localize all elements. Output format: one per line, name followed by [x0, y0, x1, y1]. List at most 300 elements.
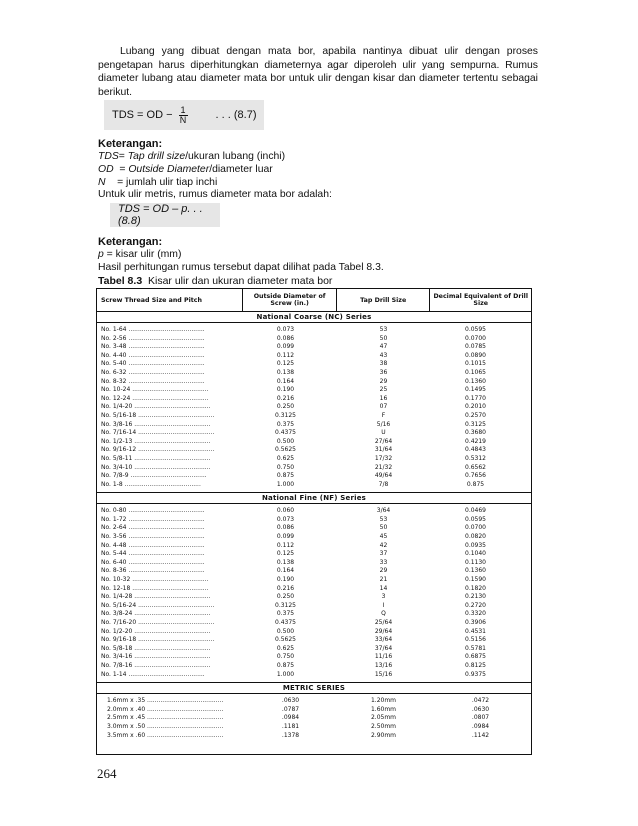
cell-tap-drill: 25 — [379, 386, 388, 394]
cell-tap-drill: 53 — [379, 326, 388, 333]
page-number: 264 — [97, 766, 117, 781]
cell-outside-diameter: 0.164 — [276, 377, 295, 385]
leader-dots: ........................................ — [130, 584, 209, 592]
fraction-numerator: 1 — [180, 104, 186, 115]
intro-paragraph — [98, 45, 538, 99]
cell-thread-size: No. 7/16-14 ........................................ — [101, 429, 215, 437]
section-metric — [97, 694, 531, 743]
leader-dots: ........................................ — [145, 714, 224, 722]
cell-thread-size: No. 2-56 ........................................ — [101, 334, 205, 342]
cell-thread-size: No. 1/2-13 ........................................ — [101, 437, 211, 445]
table-row — [97, 636, 531, 645]
table-row — [97, 395, 531, 404]
cell-outside-diameter: .0630 — [281, 697, 300, 705]
cell-tap-drill: Q — [381, 610, 386, 618]
cell-tap-drill: 21/32 — [374, 463, 393, 471]
cell-outside-diameter: 0.138 — [276, 558, 295, 566]
table-caption — [98, 275, 332, 287]
eq-sign: = — [118, 151, 128, 162]
cell-tap-drill: 37/64 — [374, 644, 393, 652]
sym-tds: TDS — [98, 151, 119, 162]
leader-dots: ........................................ — [132, 403, 211, 411]
cell-thread-size: No. 6-32 ........................................ — [101, 368, 205, 376]
table-row — [97, 343, 531, 352]
cell-decimal-equivalent: 0.7656 — [465, 472, 486, 480]
leader-dots: ........................................ — [132, 454, 211, 462]
leader-dots: ........................................ — [126, 670, 205, 678]
fraction-denominator: N — [179, 114, 187, 125]
table-row — [97, 455, 531, 464]
cell-thread-size: No. 5/8-18 ........................................ — [101, 644, 211, 652]
sym-n: N — [98, 177, 106, 188]
table-row — [97, 653, 531, 662]
cell-tap-drill: 3 — [381, 593, 386, 601]
cell-outside-diameter: 0.5625 — [275, 446, 296, 454]
sym-p: p — [98, 249, 104, 260]
cell-outside-diameter: .0787 — [281, 705, 300, 713]
ket1-line-od — [98, 164, 273, 176]
cell-decimal-equivalent: 0.4219 — [465, 437, 486, 445]
leader-dots: ........................................ — [130, 386, 209, 394]
n-desc: = jumlah ulir tiap inchi — [105, 177, 218, 188]
cell-decimal-equivalent: 0.5312 — [465, 454, 486, 462]
leader-dots: ........................................ — [132, 627, 211, 635]
cell-outside-diameter: 0.073 — [276, 515, 295, 523]
leader-dots: ........................................ — [122, 480, 201, 488]
cell-thread-size: No. 7/8-9 ........................................ — [101, 472, 207, 480]
cell-tap-drill: 1.60mm — [370, 705, 397, 713]
table-row — [97, 446, 531, 455]
cell-thread-size: No. 9/16-18 ........................................ — [101, 636, 215, 644]
table-row — [97, 585, 531, 594]
cell-thread-size: 3.5mm x .60 ........................................ — [107, 731, 224, 739]
cell-outside-diameter: 0.375 — [276, 610, 295, 618]
cell-tap-drill: 45 — [379, 533, 388, 541]
cell-thread-size: No. 6-40 ........................................ — [101, 558, 205, 566]
cell-thread-size: No. 5-44 ........................................ — [101, 550, 205, 558]
leader-dots: ........................................ — [132, 420, 211, 428]
cell-outside-diameter: 1.000 — [276, 480, 295, 488]
cell-decimal-equivalent: 0.6875 — [465, 653, 486, 661]
od-label: Outside Diameter — [128, 164, 210, 175]
table-row — [97, 550, 531, 559]
cell-thread-size: No. 4-40 ........................................ — [101, 351, 205, 359]
table-row — [97, 671, 531, 680]
cell-decimal-equivalent: 0.0595 — [465, 326, 486, 333]
leader-dots: ........................................ — [136, 429, 215, 437]
leader-dots: ........................................ — [132, 653, 211, 661]
cell-outside-diameter: 0.112 — [276, 541, 295, 549]
section-title-nf: National Fine (NF) Series — [97, 493, 531, 504]
cell-decimal-equivalent: .0630 — [471, 705, 490, 713]
cell-tap-drill: 49/64 — [374, 472, 393, 480]
cell-decimal-equivalent: 0.2130 — [465, 593, 486, 601]
cell-outside-diameter: 0.625 — [276, 644, 295, 652]
eq-sign: = — [113, 164, 129, 175]
cell-thread-size: No. 9/16-12 ........................................ — [101, 446, 215, 454]
table-row — [97, 369, 531, 378]
formula-8-7 — [104, 100, 264, 130]
cell-thread-size: No. 3-56 ........................................ — [101, 533, 205, 541]
cell-outside-diameter: 0.4375 — [275, 619, 296, 626]
table-row — [97, 542, 531, 551]
cell-tap-drill: 16 — [379, 394, 388, 402]
leader-dots: ........................................ — [132, 644, 211, 652]
header-tap-drill: Tap Drill Size — [337, 289, 431, 311]
leader-dots: ........................................ — [126, 351, 205, 359]
leader-dots: ........................................ — [126, 567, 205, 575]
cell-thread-size: 2.5mm x .45 ........................................ — [107, 714, 224, 722]
cell-thread-size: No. 1-14 ........................................ — [101, 670, 205, 678]
header-decimal-equivalent: Decimal Equivalent of Drill Size — [433, 293, 528, 307]
leader-dots: ........................................ — [126, 377, 205, 385]
cell-decimal-equivalent: 0.8125 — [465, 661, 486, 669]
table-row — [97, 360, 531, 369]
cell-decimal-equivalent: 0.4843 — [465, 446, 486, 454]
cell-thread-size: No. 5/16-18 ........................................ — [101, 411, 215, 419]
leader-dots: ........................................ — [136, 411, 215, 419]
cell-outside-diameter: 0.099 — [276, 343, 295, 351]
formula-ref: . . . (8.7) — [215, 109, 257, 121]
cell-decimal-equivalent: 0.2570 — [465, 411, 486, 419]
table-row — [97, 335, 531, 344]
cell-tap-drill: F — [381, 411, 386, 419]
table-row — [97, 524, 531, 533]
leader-dots: ........................................ — [126, 343, 205, 351]
header-outside-diameter: Outside Diameter of Screw (in.) — [243, 289, 337, 311]
formula2-text: TDS = OD – p. . . (8.8) — [118, 203, 203, 227]
header-thread-size: Screw Thread Size and Pitch — [97, 289, 243, 311]
leader-dots: ........................................ — [136, 619, 215, 626]
cell-decimal-equivalent: 0.3906 — [465, 619, 486, 626]
cell-thread-size: No. 5-40 ........................................ — [101, 360, 205, 368]
cell-outside-diameter: 0.625 — [276, 454, 295, 462]
leader-dots: ........................................ — [130, 576, 209, 584]
cell-tap-drill: 47 — [379, 343, 388, 351]
formula-8-8 — [110, 203, 220, 227]
cell-thread-size: No. 1-8 ........................................ — [101, 480, 201, 488]
cell-tap-drill: I — [382, 601, 385, 609]
cell-thread-size: No. 7/8-16 ........................................ — [101, 661, 211, 669]
cell-decimal-equivalent: 0.1360 — [465, 377, 486, 385]
leader-dots: ........................................ — [145, 705, 224, 713]
cell-outside-diameter: 0.875 — [276, 661, 295, 669]
cell-outside-diameter: 0.060 — [276, 507, 295, 515]
formula-fraction — [179, 106, 188, 125]
table-row — [97, 645, 531, 654]
cell-tap-drill: 13/16 — [374, 661, 393, 669]
cell-outside-diameter: 0.216 — [276, 584, 295, 592]
section-title-nc: National Coarse (NC) Series — [97, 312, 531, 323]
cell-decimal-equivalent: 0.0785 — [465, 343, 486, 351]
leader-dots: ........................................ — [132, 593, 211, 601]
cell-tap-drill: 11/16 — [374, 653, 393, 661]
cell-tap-drill: 14 — [379, 584, 388, 592]
leader-dots: ........................................ — [132, 610, 211, 618]
cell-decimal-equivalent: .0472 — [471, 697, 490, 705]
cell-thread-size: No. 8-32 ........................................ — [101, 377, 205, 385]
cell-thread-size: No. 3/4-10 ........................................ — [101, 463, 211, 471]
cell-outside-diameter: 0.125 — [276, 550, 295, 558]
cell-outside-diameter: 0.250 — [276, 403, 295, 411]
table-row — [97, 516, 531, 525]
table-row — [97, 533, 531, 542]
cell-thread-size: No. 10-32 ........................................ — [101, 576, 209, 584]
cell-thread-size: 2.0mm x .40 ........................................ — [107, 705, 224, 713]
cell-thread-size: No. 4-48 ........................................ — [101, 541, 205, 549]
table-row — [97, 403, 531, 412]
cell-outside-diameter: 0.112 — [276, 351, 295, 359]
cell-tap-drill: 17/32 — [374, 454, 393, 462]
cell-tap-drill: 33 — [379, 558, 388, 566]
cell-decimal-equivalent: 0.0935 — [465, 541, 486, 549]
intro-text: Lubang yang dibuat dengan mata bor, apabila nantinya dibuat ulir dengan proses pengetapan harus diperhitungkan diameternya agar diperoleh ulir yang sempurna. Rumus diameter lubang atau diameter mata bor untuk ulir dengan kisar dan diameter tertentu sebagai berikut. — [98, 46, 538, 98]
cell-outside-diameter: 0.190 — [276, 576, 295, 584]
leader-dots: ........................................ — [136, 636, 215, 644]
cell-tap-drill: 2.05mm — [370, 714, 397, 722]
cell-decimal-equivalent: 0.0890 — [465, 351, 486, 359]
cell-decimal-equivalent: 0.2010 — [465, 403, 486, 411]
cell-decimal-equivalent: 0.1130 — [465, 558, 486, 566]
cell-tap-drill: 1.20mm — [370, 697, 397, 705]
cell-outside-diameter: 0.3125 — [275, 601, 296, 609]
table-row — [97, 576, 531, 585]
table-row — [97, 619, 531, 628]
leader-dots: ........................................ — [145, 722, 224, 730]
formula-lhs: TDS = OD − — [112, 109, 173, 121]
cell-outside-diameter: 0.3125 — [275, 411, 296, 419]
cell-decimal-equivalent: 0.1495 — [465, 386, 486, 394]
cell-outside-diameter: 0.216 — [276, 394, 295, 402]
table-row — [97, 714, 531, 723]
od-desc: /diameter luar — [209, 164, 273, 175]
cell-decimal-equivalent: .0807 — [471, 714, 490, 722]
tds-label: Tap drill size — [127, 151, 186, 162]
metric-intro: Untuk ulir metris, rumus diameter mata bor adalah: — [98, 189, 332, 200]
cell-outside-diameter: 0.375 — [276, 420, 295, 428]
table-row — [97, 429, 531, 438]
cell-tap-drill: 42 — [379, 541, 388, 549]
cell-thread-size: No. 12-24 ........................................ — [101, 394, 209, 402]
caption-text: Kisar ulir dan ukuran diameter mata bor — [142, 275, 333, 287]
cell-decimal-equivalent: 0.0700 — [465, 334, 486, 342]
tds-desc: /ukuran lubang (inchi) — [185, 151, 286, 162]
cell-thread-size: No. 10-24 ........................................ — [101, 386, 209, 394]
cell-thread-size: No. 8-36 ........................................ — [101, 567, 205, 575]
table-row — [97, 507, 531, 516]
table-row — [97, 662, 531, 671]
section-nf — [97, 504, 531, 683]
cell-decimal-equivalent: 0.4531 — [465, 627, 486, 635]
ket1-line-n — [98, 177, 217, 189]
leader-dots: ........................................ — [126, 550, 205, 558]
cell-thread-size: 1.6mm x .35 ........................................ — [107, 697, 224, 705]
table-row — [97, 352, 531, 361]
cell-tap-drill: 50 — [379, 334, 388, 342]
cell-decimal-equivalent: 0.0469 — [465, 507, 486, 515]
cell-decimal-equivalent: 0.1820 — [465, 584, 486, 592]
cell-outside-diameter: 1.000 — [276, 670, 295, 678]
table-row — [97, 464, 531, 473]
cell-outside-diameter: 0.086 — [276, 334, 295, 342]
table-row — [97, 628, 531, 637]
cell-decimal-equivalent: 0.5156 — [465, 636, 486, 644]
cell-decimal-equivalent: .1142 — [471, 731, 490, 739]
section-nc — [97, 323, 531, 493]
cell-tap-drill: 37 — [379, 550, 388, 558]
ket1-line-tds — [98, 151, 285, 163]
cell-decimal-equivalent: 0.1770 — [465, 394, 486, 402]
cell-decimal-equivalent: 0.9375 — [465, 670, 486, 678]
cell-tap-drill: 25/64 — [374, 619, 393, 626]
table-row — [97, 567, 531, 576]
cell-outside-diameter: 0.099 — [276, 533, 295, 541]
leader-dots: ........................................ — [126, 326, 205, 333]
table-row — [97, 723, 531, 732]
leader-dots: ........................................ — [145, 697, 224, 705]
cell-decimal-equivalent: 0.3320 — [465, 610, 486, 618]
cell-decimal-equivalent: 0.1065 — [465, 368, 486, 376]
cell-thread-size: No. 12-18 ........................................ — [101, 584, 209, 592]
cell-thread-size: No. 1-64 ........................................ — [101, 326, 205, 333]
cell-thread-size: No. 1/2-20 ........................................ — [101, 627, 211, 635]
leader-dots: ........................................ — [126, 524, 205, 532]
cell-decimal-equivalent: 0.0595 — [465, 515, 486, 523]
cell-tap-drill: 33/64 — [374, 636, 393, 644]
cell-tap-drill: 38 — [379, 360, 388, 368]
cell-decimal-equivalent: 0.5781 — [465, 644, 486, 652]
cell-tap-drill: 7/8 — [378, 480, 389, 488]
cell-decimal-equivalent: 0.0820 — [465, 533, 486, 541]
cell-thread-size: No. 5/8-11 ........................................ — [101, 454, 211, 462]
leader-dots: ........................................ — [132, 661, 211, 669]
cell-thread-size: No. 1/4-20 ........................................ — [101, 403, 211, 411]
cell-tap-drill: 3/64 — [376, 507, 391, 515]
leader-dots: ........................................ — [126, 533, 205, 541]
table-row — [97, 472, 531, 481]
cell-tap-drill: 31/64 — [374, 446, 393, 454]
table-row — [97, 481, 531, 490]
result-text: Hasil perhitungan rumus tersebut dapat dilihat pada Tabel 8.3. — [98, 262, 384, 273]
cell-tap-drill: 2.90mm — [370, 731, 397, 739]
cell-outside-diameter: 0.750 — [276, 653, 295, 661]
leader-dots: ........................................ — [126, 558, 205, 566]
cell-thread-size: No. 3/4-16 ........................................ — [101, 653, 211, 661]
table-row — [97, 421, 531, 430]
cell-outside-diameter: 0.086 — [276, 524, 295, 532]
cell-thread-size: No. 5/16-24 ........................................ — [101, 601, 215, 609]
cell-decimal-equivalent: 0.1040 — [465, 550, 486, 558]
table-row — [97, 378, 531, 387]
cell-thread-size: No. 0-80 ........................................ — [101, 507, 205, 515]
cell-tap-drill: 29/64 — [374, 627, 393, 635]
table-row — [97, 706, 531, 715]
cell-decimal-equivalent: 0.0700 — [465, 524, 486, 532]
cell-decimal-equivalent: 0.6562 — [465, 463, 486, 471]
cell-tap-drill: 29 — [379, 377, 388, 385]
table-row — [97, 593, 531, 602]
cell-thread-size: No. 2-64 ........................................ — [101, 524, 205, 532]
cell-thread-size: No. 7/16-20 ........................................ — [101, 619, 215, 626]
cell-outside-diameter: 0.164 — [276, 567, 295, 575]
cell-tap-drill: U — [381, 429, 386, 437]
cell-thread-size: No. 3/8-16 ........................................ — [101, 420, 211, 428]
cell-outside-diameter: .1181 — [281, 722, 300, 730]
cell-outside-diameter: 0.125 — [276, 360, 295, 368]
cell-decimal-equivalent: 0.1015 — [465, 360, 486, 368]
cell-tap-drill: 27/64 — [374, 437, 393, 445]
cell-tap-drill: 07 — [379, 403, 388, 411]
cell-outside-diameter: 0.073 — [276, 326, 295, 333]
leader-dots: ........................................ — [126, 541, 205, 549]
table-row — [97, 412, 531, 421]
cell-thread-size: No. 3/8-24 ........................................ — [101, 610, 211, 618]
leader-dots: ........................................ — [132, 437, 211, 445]
table-row — [97, 559, 531, 568]
keterangan-title-2: Keterangan: — [98, 236, 163, 248]
table-header — [97, 289, 531, 312]
caption-label: Tabel 8.3 — [98, 275, 143, 287]
table-row — [97, 732, 531, 741]
cell-thread-size: No. 1/4-28 ........................................ — [101, 593, 211, 601]
table-row — [97, 438, 531, 447]
table-row — [97, 386, 531, 395]
cell-outside-diameter: 0.875 — [276, 472, 295, 480]
leader-dots: ........................................ — [126, 334, 205, 342]
cell-decimal-equivalent: 0.3680 — [465, 429, 486, 437]
leader-dots: ........................................ — [126, 515, 205, 523]
cell-tap-drill: 50 — [379, 524, 388, 532]
cell-tap-drill: 43 — [379, 351, 388, 359]
leader-dots: ........................................ — [136, 601, 215, 609]
cell-tap-drill: 21 — [379, 576, 388, 584]
leader-dots: ........................................ — [136, 446, 215, 454]
leader-dots: ........................................ — [130, 394, 209, 402]
cell-thread-size: 3.0mm x .50 ........................................ — [107, 722, 224, 730]
cell-outside-diameter: 0.250 — [276, 593, 295, 601]
table-row — [97, 326, 531, 335]
cell-thread-size: No. 3-48 ........................................ — [101, 343, 205, 351]
cell-tap-drill: 36 — [379, 368, 388, 376]
cell-outside-diameter: 0.750 — [276, 463, 295, 471]
cell-thread-size: No. 1-72 ........................................ — [101, 515, 205, 523]
cell-tap-drill: 29 — [379, 567, 388, 575]
cell-decimal-equivalent: .0984 — [471, 722, 490, 730]
cell-tap-drill: 2.50mm — [370, 722, 397, 730]
cell-outside-diameter: .1378 — [281, 731, 300, 739]
cell-outside-diameter: 0.500 — [276, 627, 295, 635]
leader-dots: ........................................ — [126, 368, 205, 376]
cell-decimal-equivalent: 0.3125 — [465, 420, 486, 428]
leader-dots: ........................................ — [145, 731, 224, 739]
sym-od: OD — [98, 164, 114, 175]
cell-decimal-equivalent: 0.1360 — [465, 567, 486, 575]
keterangan-title-1: Keterangan: — [98, 138, 163, 150]
cell-outside-diameter: 0.138 — [276, 368, 295, 376]
leader-dots: ........................................ — [132, 463, 211, 471]
cell-decimal-equivalent: 0.1590 — [465, 576, 486, 584]
thread-table — [96, 288, 532, 755]
cell-decimal-equivalent: 0.2720 — [465, 601, 486, 609]
ket2-line-p — [98, 249, 181, 261]
cell-outside-diameter: 0.190 — [276, 386, 295, 394]
cell-tap-drill: 5/16 — [376, 420, 391, 428]
cell-outside-diameter: 0.4375 — [275, 429, 296, 437]
table-row — [97, 697, 531, 706]
section-title-metric: METRIC SERIES — [97, 683, 531, 694]
leader-dots: ........................................ — [126, 507, 205, 515]
cell-outside-diameter: 0.5625 — [275, 636, 296, 644]
